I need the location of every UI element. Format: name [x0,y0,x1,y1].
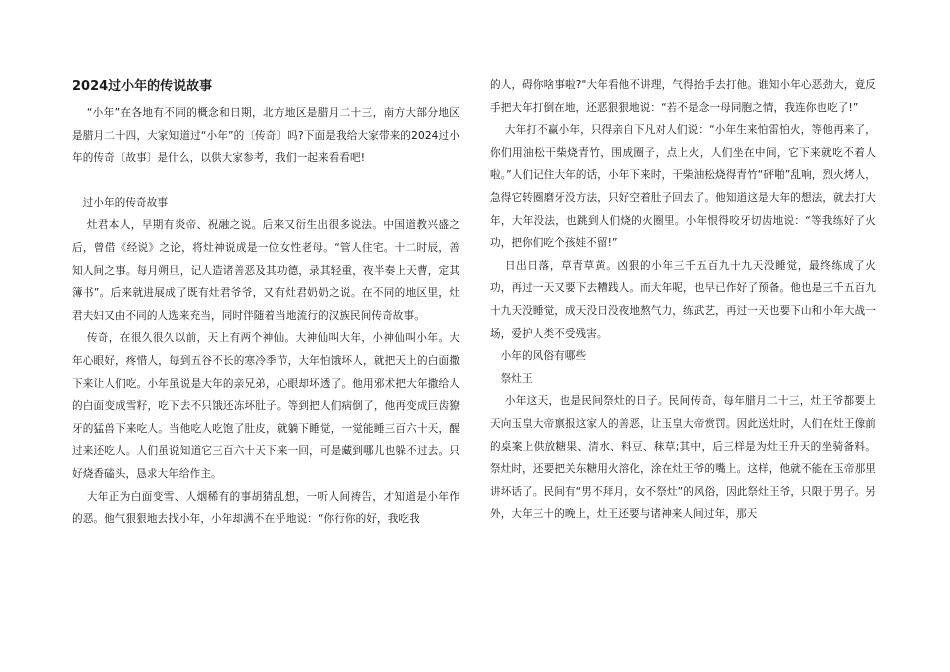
paragraph: 小年这天，也是民间祭灶的日子。民间传奇，每年腊月二十三，灶王爷都要上天向玉皇大帝禀报这家人的善恶，让玉皇大帝赏罚。因此送灶时，人们在灶王像前的桌案上供放糖果、清水、料豆、秣草;其中，后三样是为灶王升天的坐骑备料。祭灶时，还要把关东糖用火溶化，涂在灶王爷的嘴上。这样，他就不能在玉帝那里讲坏话了。民间有“男不拜月，女不祭灶”的风俗，因此祭灶王爷，只限于男子。另外，大年三十的晚上，灶王还要与诸神来人间过年，那天 [490,395,876,521]
paragraph: 日出日落，草青草黄。凶狠的小年三千五百九十九天没睡觉，最终练成了火功，再过一天又要下去糟践人。而大年呢，也早已作好了预备。他也是三千五百九十九天没睡觉，成天没日没夜地熬气力，练武艺，再过一天也要下山和小年大战一场，爱护人类不受残害。 [490,259,876,340]
section-heading-customs: 小年的风俗有哪些 [500,350,587,363]
paragraph: 的人，碍你啥事啦?"大年看他不讲理，气得抬手去打他。谁知小年心恶劲大，竟反手把大年打倒在地，还恶狠狠地说：“若不是念一母同胞之情，我连你也吃了!” [490,79,876,114]
subheading-kitchen-god: 祭灶王 [500,372,533,385]
paragraph: 传奇，在很久很久以前，天上有两个神仙。大神仙叫大年，小神仙叫小年。大年心眼好，疼惜人，每到五谷不长的寒冷季节，大年怕饿坏人，就把天上的白面撒下来让人们吃。小年虽说是大年的亲兄弟，心眼却坏透了。他用邪术把大年撒给人的白面变成雪籽，吃下去不只饿还冻坏肚子。等到把人们病倒了，他再变成巨齿獠牙的猛兽下来吃人。当他吃人吃饱了肚皮，就躺下睡觉，一觉能睡三百六十天，醒过来还吃人。人们虽说知道它三百六十天下来一回，可是藏到哪儿也躲不过去。只好烧香磕头，恳求大年给作主。 [72,332,460,480]
intro-paragraph: “小年”在各地有不同的概念和日期，北方地区是腊月二十三，南方大部分地区是腊月二十四，大家知道过“小年”的〔传奇〕吗?下面是我给大家带来的2024过小年的传奇〔故事〕是什么，以供大家参考，我们一起来看看吧! [72,107,460,165]
paragraph: 大年正为白面变雪、人烟稀有的事胡猜乱想，一听人间祷告，才知道是小年作的恶。他气狠狠地去找小年，小年却满不在乎地说：“你行你的好，我吃我 [72,490,460,526]
section-heading-legend: 过小年的传奇故事 [82,196,169,209]
document-title: 2024过小年的传说故事 [72,79,213,94]
left-column [72,74,460,531]
paragraph: 大年打不赢小年，只得亲自下凡对人们说：“小年生来怕雷怕火，等他再来了，你们用油松干柴烧青竹，围成圈子，点上火，人们坐在中间，它下来就吃不着人啦。”人们记住大年的话，小年下来时，干柴油松烧得青竹“砰啪”乱响，烈火烤人，急得它转圈磨牙没方法，只好空着肚子回去了。他知道这是大年的想法，就去打大年，大年没法，也跳到人们烧的火圈里。小年恨得咬牙切齿地说：“等我练好了火功，把你们吃个孩娃不留!” [490,124,876,250]
right-column [490,74,876,526]
paragraph: 灶君本人，早期有炎帝、祝融之说。后来又衍生出很多说法。中国道教兴盛之后，曾借《经说》之论，将灶神说成是一位女性老母。“管人住宅。十二时辰，善知人间之事。每月朔旦，记人造诸善恶及其功德，录其轻重，夜半奏上天曹，定其簿书”。后来就进展成了既有灶君爷爷，又有灶君奶奶之说。在不同的地区里，灶君夫妇又由不同的人选来充当，同时伴随着当地流行的汉族民间传奇故事。 [72,219,460,322]
